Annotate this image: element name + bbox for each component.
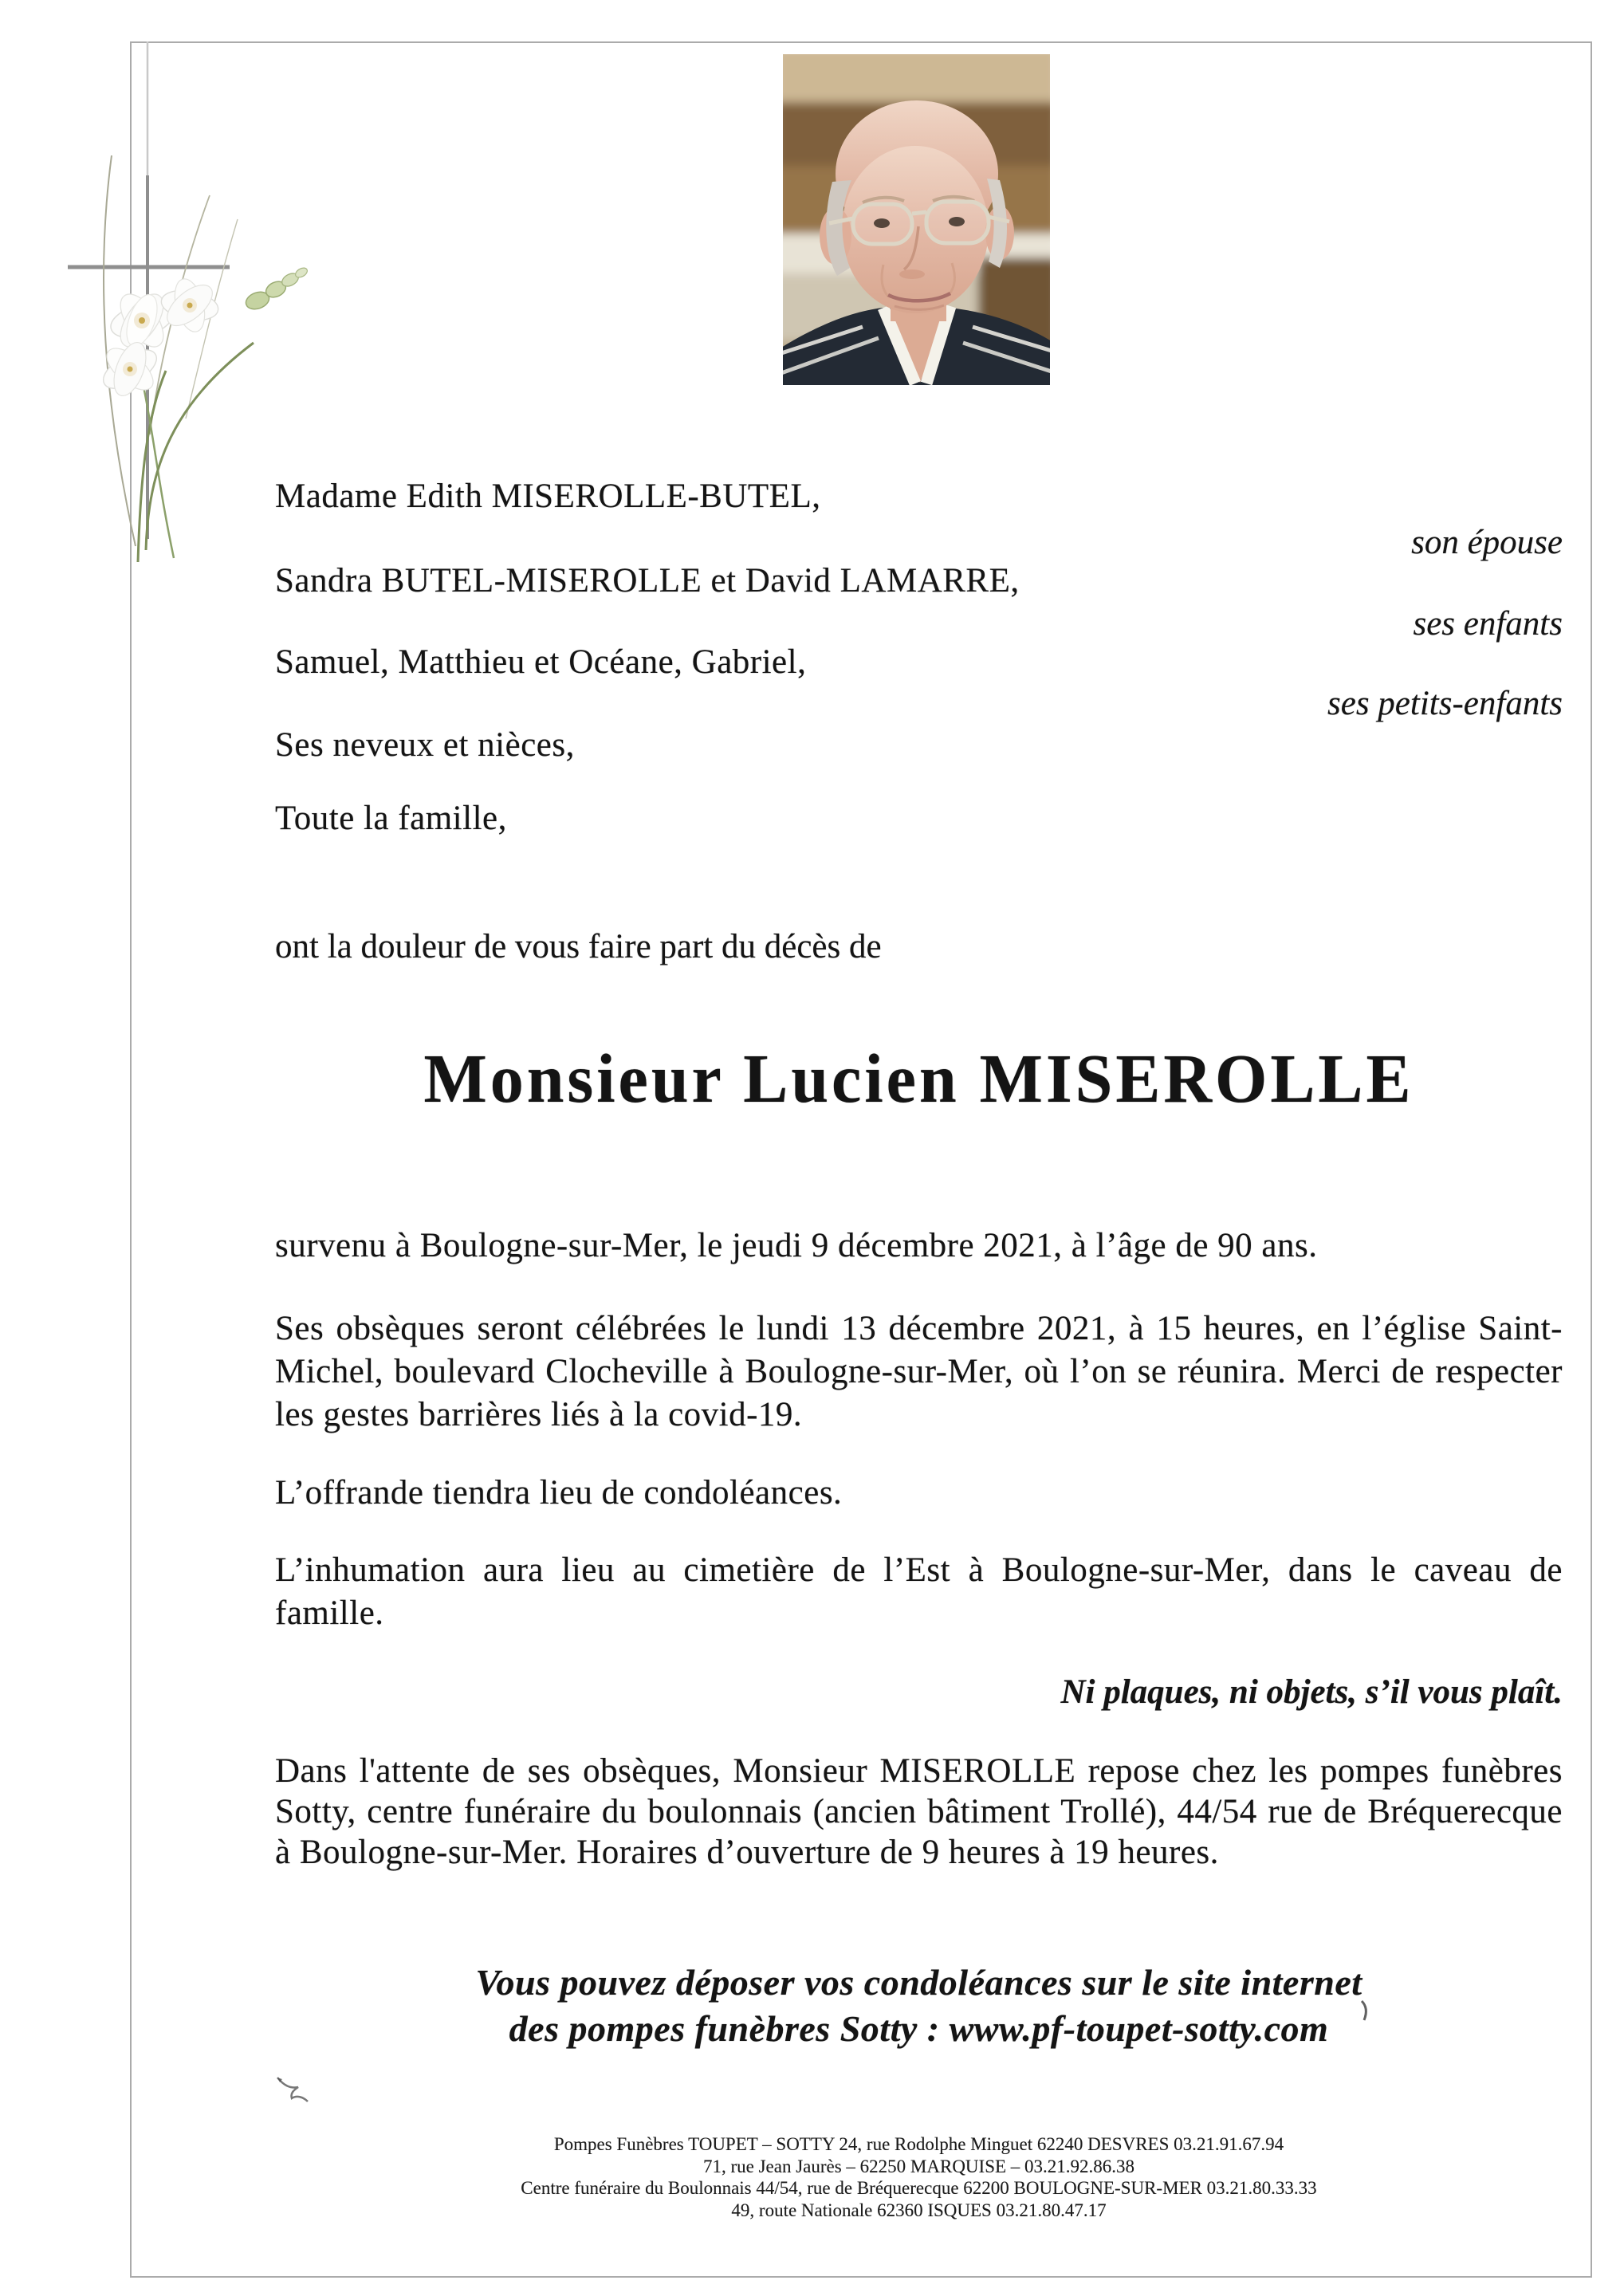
death-line: survenu à Boulogne-sur-Mer, le jeudi 9 décembre 2021, à l’âge de 90 ans.: [275, 1227, 1318, 1264]
relation-label: ses petits-enfants: [1327, 685, 1563, 722]
portrait-photo: [783, 54, 1050, 385]
repose-paragraph: Dans l'attente de ses obsèques, Monsieur MISEROLLE repose chez les pompes funèbres Sotty, centre funéraire du boulonnais (ancien bâtiment Trollé), 44/54 rue de Bréquerecque à Boulogne-sur-Mer. Horaires d’ouverture de 9 heures à 19 heures.: [275, 1752, 1563, 1871]
announcement-intro: ont la douleur de vous faire part du décès de: [275, 928, 882, 965]
burial-paragraph: L’inhumation aura lieu au cimetière de l’Est à Boulogne-sur-Mer, dans le caveau de famille.: [275, 1551, 1563, 1632]
deceased-name-title: Monsieur Lucien MISEROLLE: [423, 1040, 1414, 1118]
family-line: Madame Edith MISEROLLE-BUTEL,: [275, 478, 821, 515]
ceremony-paragraph: Ses obsèques seront célébrées le lundi 13 décembre 2021, à 15 heures, en l’église Saint-Michel, boulevard Clocheville à Boulogne-sur-Mer, où l’on se réunira. Merci de respecter les gestes barrières liés à la covid-19.: [275, 1310, 1563, 1433]
condolences-line-1: Vous pouvez déposer vos condoléances sur le site internet: [475, 1962, 1363, 2003]
family-line: Ses neveux et nièces,: [275, 726, 575, 764]
family-line: Toute la famille,: [275, 800, 507, 837]
footer-line: 49, route Nationale 62360 ISQUES 03.21.80.47.17: [731, 2200, 1107, 2220]
family-line: Sandra BUTEL-MISEROLLE et David LAMARRE,: [275, 562, 1020, 600]
funeral-home-footer: [275, 2133, 1563, 2221]
relation-label: ses enfants: [1413, 605, 1563, 643]
condolences-line-2: des pompes funèbres Sotty : www.pf-toupet-sotty.com: [509, 2008, 1329, 2049]
no-plaques-request: Ni plaques, ni objets, s’il vous plaît.: [1060, 1673, 1563, 1711]
family-line: Samuel, Matthieu et Océane, Gabriel,: [275, 643, 807, 681]
footer-line: Centre funéraire du Boulonnais 44/54, rue de Bréquerecque 62200 BOULOGNE-SUR-MER 03.21.80.33.33: [521, 2178, 1317, 2198]
footer-line: 71, rue Jean Jaurès – 62250 MARQUISE – 03.21.92.86.38: [702, 2156, 1135, 2176]
pen-scribble-mark: [274, 2073, 314, 2108]
relation-label: son épouse: [1411, 524, 1563, 561]
footer-line: Pompes Funèbres TOUPET – SOTTY 24, rue Rodolphe Minguet 62240 DESVRES 03.21.91.67.94: [553, 2134, 1284, 2154]
offering-line: L’offrande tiendra lieu de condoléances.: [275, 1474, 843, 1512]
pen-tick-mark: [1357, 1999, 1373, 2023]
